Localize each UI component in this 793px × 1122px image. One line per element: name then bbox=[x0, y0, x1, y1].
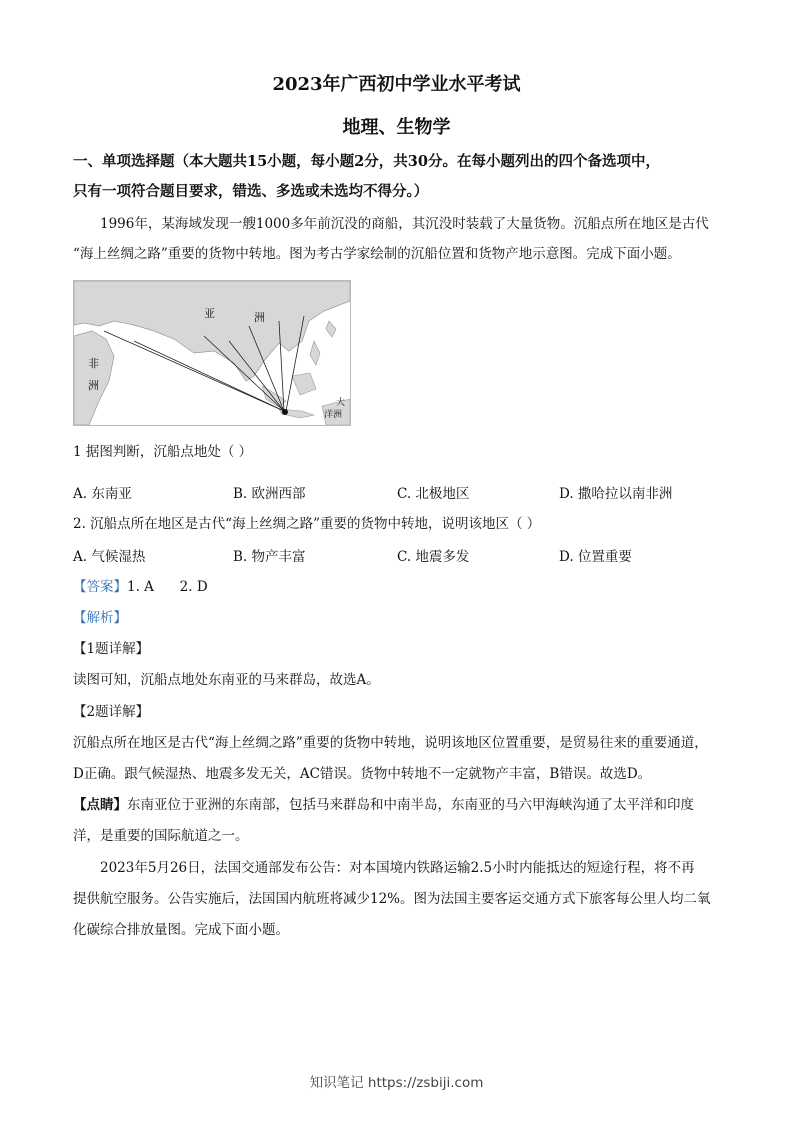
page-title: 2023年广西初中学业水平考试 bbox=[272, 74, 521, 95]
section-heading-line2: 只有一项符合题目要求，错选、多选或未选均不得分。） bbox=[73, 183, 429, 200]
answer-row bbox=[73, 576, 208, 598]
intro2-line3: 化碳综合排放量图。完成下面小题。 bbox=[73, 922, 289, 938]
q1-option-d[interactable]: D. 撒哈拉以南非洲 bbox=[559, 486, 673, 502]
map-label-asia-2: 洲 bbox=[254, 311, 265, 324]
page-subtitle: 地理、生物学 bbox=[342, 117, 451, 138]
analysis-tag: 【解析】 bbox=[73, 610, 127, 626]
map-label-oceania-1: 大 bbox=[336, 398, 346, 408]
detail-2-line1: 沉船点所在地区是古代“海上丝绸之路”重要的货物中转地，说明该地区位置重要，是贸易往来的重要通道， bbox=[73, 735, 708, 751]
intro-line2: “海上丝绸之路”重要的货物中转地。图为考古学家绘制的沉船位置和货物产地示意图。完成下面小题。 bbox=[73, 246, 681, 262]
question-2-stem: 2. 沉船点所在地区是古代“海上丝绸之路”重要的货物中转地，说明该地区（ ） bbox=[73, 516, 541, 532]
tip-line1: 东南亚位于亚洲的东南部，包括马来群岛和中南半岛，东南亚的马六甲海峡沟通了太平洋和印度 bbox=[127, 797, 694, 813]
detail-1-tag: 【1题详解】 bbox=[73, 641, 150, 657]
q2-option-d[interactable]: D. 位置重要 bbox=[559, 549, 632, 565]
detail-2-tag: 【2题详解】 bbox=[73, 704, 150, 720]
detail-2-line2: D正确。跟气候湿热、地震多发无关，AC错误。货物中转地不一定就物产丰富，B错误。故选D。 bbox=[73, 766, 652, 782]
tip-tag: 【点睛】 bbox=[73, 797, 127, 813]
map-graphic bbox=[74, 281, 350, 425]
shipwreck-point bbox=[282, 409, 288, 415]
q1-option-b[interactable]: B. 欧洲西部 bbox=[233, 486, 306, 502]
footer-link[interactable]: 知识笔记 https://zsbiji.com bbox=[309, 1075, 484, 1091]
q1-option-c[interactable]: C. 北极地区 bbox=[397, 486, 470, 502]
q1-option-a[interactable]: A. 东南亚 bbox=[73, 486, 132, 502]
map-label-africa-1: 非 bbox=[88, 357, 99, 370]
question-1-stem: 1 据图判断，沉船点地处（ ） bbox=[73, 444, 253, 460]
answer-tag: 【答案】 bbox=[73, 579, 127, 595]
map-label-asia-1: 亚 bbox=[204, 307, 215, 320]
intro2-line2: 提供航空服务。公告实施后，法国国内航班将减少12%。图为法国主要客运交通方式下旅客每公里人均二氧 bbox=[73, 891, 711, 907]
answer-text: 1. A 2. D bbox=[127, 579, 208, 595]
shipwreck-map bbox=[73, 280, 351, 426]
q2-option-a[interactable]: A. 气候湿热 bbox=[73, 549, 146, 565]
map-label-africa-2: 洲 bbox=[88, 379, 99, 392]
map-label-oceania-2: 洋洲 bbox=[324, 410, 343, 420]
section-heading-line1: 一、单项选择题（本大题共15小题，每小题2分，共30分。在每小题列出的四个备选项中， bbox=[73, 153, 660, 170]
q2-option-b[interactable]: B. 物产丰富 bbox=[233, 549, 306, 565]
tip-line2: 洋，是重要的国际航道之一。 bbox=[73, 828, 249, 844]
intro2-line1: 2023年5月26日，法国交通部发布公告：对本国境内铁路运输2.5小时内能抵达的短途行程，将不再 bbox=[100, 860, 695, 876]
tip-line1-row bbox=[73, 794, 694, 816]
detail-1-text: 读图可知，沉船点地处东南亚的马来群岛，故选A。 bbox=[73, 672, 380, 688]
q2-option-c[interactable]: C. 地震多发 bbox=[397, 549, 470, 565]
intro-line1: 1996年，某海域发现一艘1000多年前沉没的商船，其沉没时装载了大量货物。沉船点所在地区是古代 bbox=[100, 216, 709, 232]
